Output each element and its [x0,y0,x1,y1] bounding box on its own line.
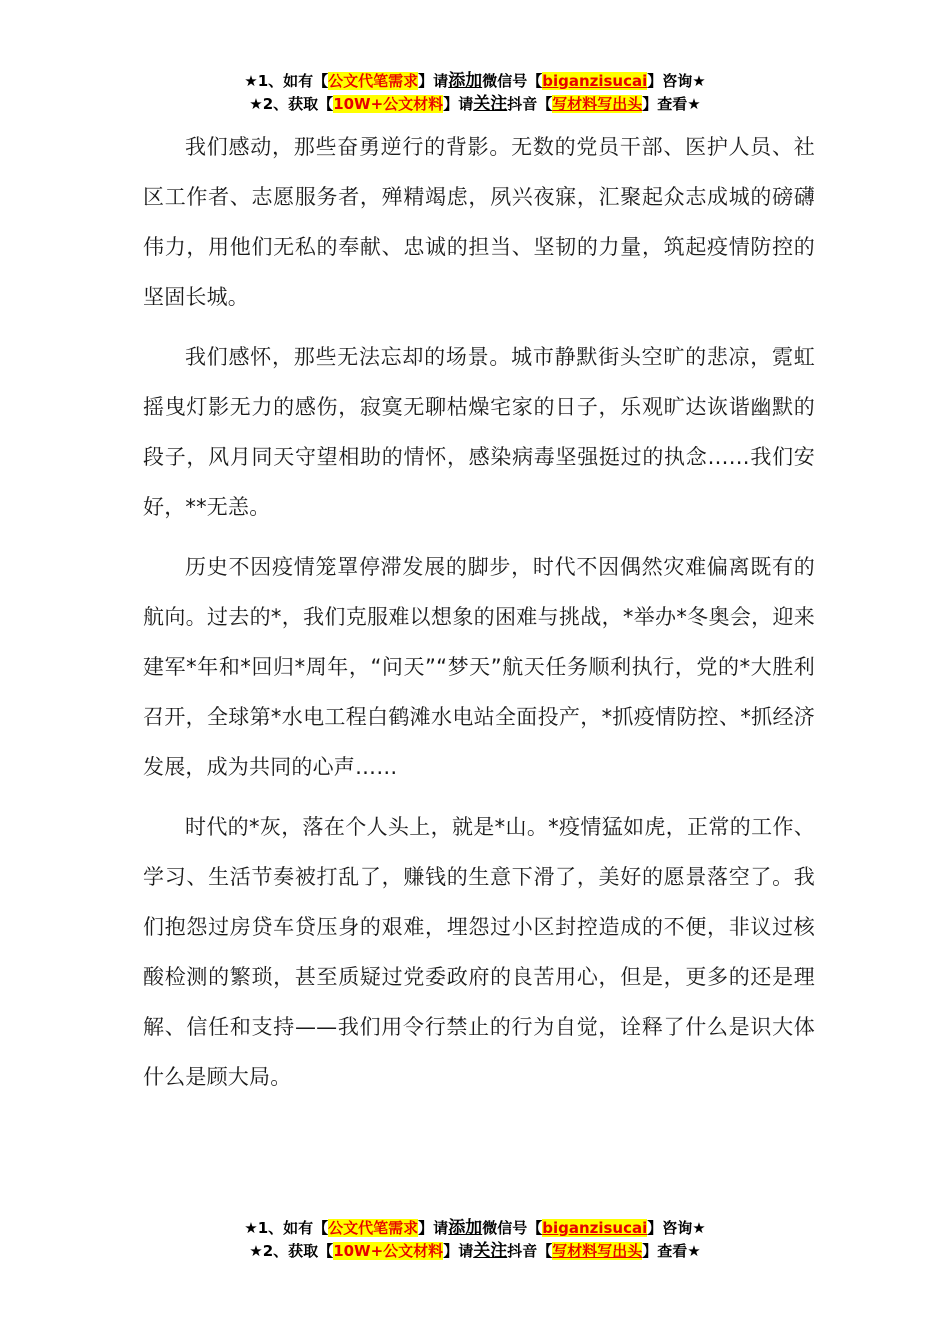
emphasis-add: 添加 [448,1218,483,1238]
banner-text: ★2、获取【 [249,95,334,113]
banner-text: 抖音【 [507,95,553,113]
banner-line-1 [0,70,950,93]
banner-text: 】请 [443,95,474,113]
banner-text: ★1、如有【 [244,72,329,90]
banner-text: 】请 [418,1219,449,1237]
banner-text: 微信号【 [482,1219,543,1237]
highlight-materials: 10W+公文材料 [333,1242,444,1260]
paragraph-2: 我们感怀，那些无法忘却的场景。城市静默街头空旷的悲凉，霓虹摇曳灯影无力的感伤，寂寞无聊枯燥宅家的日子，乐观旷达诙谐幽默的段子，风月同天守望相助的情怀，感染病毒坚强挺过的执念……我们安好，**无恙。 [143,345,815,519]
banner-text: 】请 [443,1242,474,1260]
paragraph-4: 时代的*灰，落在个人头上，就是*山。*疫情猛如虎，正常的工作、学习、生活节奏被打乱了，赚钱的生意下滑了，美好的愿景落空了。我们抱怨过房贷车贷压身的艰难，埋怨过小区封控造成的不便，非议过核酸检测的繁琐，甚至质疑过党委政府的良苦用心，但是，更多的还是理解、信任和支持——我们用令行禁止的行为自觉，诠释了什么是识大体什么是顾大局。 [143,815,815,1089]
banner-text: ★1、如有【 [244,1219,329,1237]
banner-text: 】查看★ [642,95,701,113]
wechat-id-link[interactable]: biganzisucai [542,72,648,90]
highlight-service: 公文代笔需求 [328,1219,419,1237]
paragraph-1: 我们感动，那些奋勇逆行的背影。无数的党员干部、医护人员、社区工作者、志愿服务者，殚精竭虑，夙兴夜寐，汇聚起众志成城的磅礴伟力，用他们无私的奉献、忠诚的担当、坚韧的力量，筑起疫情防控的坚固长城。 [143,135,815,309]
footer-banner [0,1217,950,1263]
banner-line-1 [0,1217,950,1240]
douyin-account-link[interactable]: 写材料写出头 [552,95,643,113]
emphasis-follow: 关注 [473,1241,508,1261]
banner-text: 】咨询★ [647,72,706,90]
emphasis-follow: 关注 [473,94,508,114]
banner-text: 】咨询★ [647,1219,706,1237]
header-banner [0,70,950,116]
highlight-service: 公文代笔需求 [328,72,419,90]
wechat-id-link[interactable]: biganzisucai [542,1219,648,1237]
emphasis-add: 添加 [448,71,483,91]
banner-line-2 [0,1240,950,1263]
banner-text: 微信号【 [482,72,543,90]
banner-text: 】请 [418,72,449,90]
douyin-account-link[interactable]: 写材料写出头 [552,1242,643,1260]
highlight-materials: 10W+公文材料 [333,95,444,113]
banner-text: 】查看★ [642,1242,701,1260]
banner-line-2 [0,93,950,116]
paragraph-3: 历史不因疫情笼罩停滞发展的脚步，时代不因偶然灾难偏离既有的航向。过去的*，我们克服难以想象的困难与挑战，*举办*冬奥会，迎来建军*年和*回归*周年，“问天”“梦天”航天任务顺利执行，党的*大胜利召开，全球第*水电工程白鹤滩水电站全面投产，*抓疫情防控、*抓经济发展，成为共同的心声…… [143,555,815,779]
banner-text: 抖音【 [507,1242,553,1260]
document-body [143,122,815,1112]
banner-text: ★2、获取【 [249,1242,334,1260]
